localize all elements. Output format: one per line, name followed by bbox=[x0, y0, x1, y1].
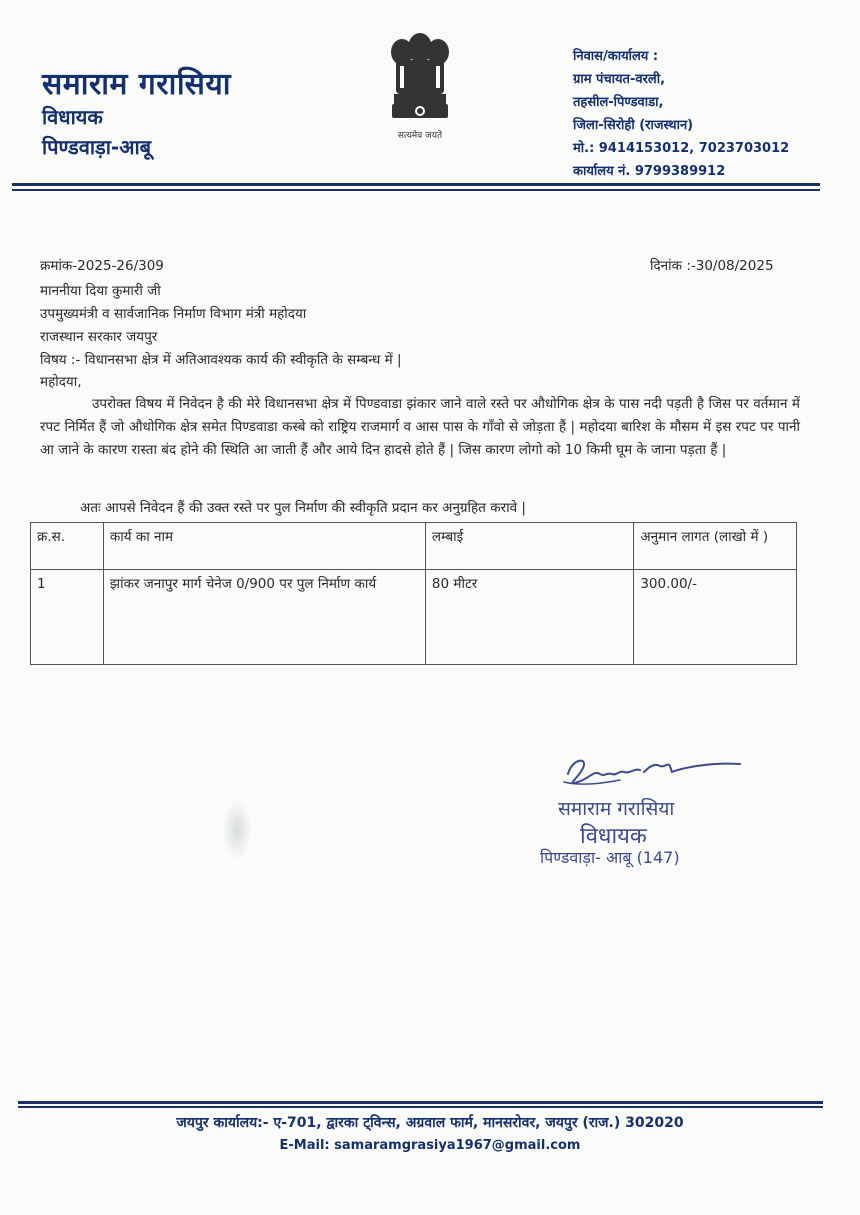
header-cell: कार्य का नाम bbox=[103, 523, 425, 570]
handwritten-signature bbox=[560, 752, 750, 796]
signatory-designation: विधायक bbox=[580, 824, 647, 849]
residence-address bbox=[573, 45, 789, 183]
letter-date: दिनांक :-30/08/2025 bbox=[650, 258, 774, 274]
header-cell: लम्बाई bbox=[425, 523, 633, 570]
address-line: निवास/कार्यालय : bbox=[573, 49, 659, 64]
letterhead-constituency: पिण्डवाड़ा-आबू bbox=[42, 135, 152, 159]
letterhead-designation: विधायक bbox=[42, 105, 103, 129]
address-line: ग्राम पंचायत-वरली, bbox=[573, 72, 666, 87]
letterhead-name: समाराम गरासिया bbox=[42, 67, 232, 102]
reference-number: क्रमांक-2025-26/309 bbox=[40, 258, 164, 274]
subject-line: विषय :- विधानसभा क्षेत्र में अतिआवश्यक कार्य की स्वीकृति के सम्बन्ध में | bbox=[40, 352, 402, 368]
address-line: जिला-सिरोही (राजस्थान) bbox=[573, 118, 694, 133]
footer-divider bbox=[18, 1101, 823, 1104]
header-divider-thin bbox=[12, 189, 820, 191]
recipient-line: उपमुख्यमंत्री व सार्वजानिक निर्माण विभाग मंत्री महोदया bbox=[40, 306, 307, 322]
table-cell: झांकर जनापुर मार्ग चेनेज 0/900 पर पुल निर्माण कार्य bbox=[103, 570, 425, 665]
email-address: E-Mail: samaramgrasiya1967@gmail.com bbox=[279, 1138, 581, 1153]
header-cell: अनुमान लागत (लाखो में ) bbox=[634, 523, 797, 570]
paper-smudge bbox=[222, 800, 252, 860]
signatory-name: समाराम गरासिया bbox=[558, 798, 675, 820]
works-table bbox=[30, 522, 797, 665]
salutation: महोदया, bbox=[40, 374, 82, 390]
recipient-line: राजस्थान सरकार जयपुर bbox=[40, 329, 158, 345]
emblem-motto: सत्यमेव जयते bbox=[397, 131, 443, 141]
request-line: अतः आपसे निवेदन हैं की उक्त रस्ते पर पुल निर्माण की स्वीकृति प्रदान कर अनुग्रहित करावे | bbox=[80, 500, 526, 516]
address-line: तहसील-पिण्डवाडा, bbox=[573, 95, 664, 110]
recipient-line: माननीया दिया कुमारी जी bbox=[40, 283, 161, 299]
paragraph-text: उपरोक्त विषय में निवेदन है की मेरे विधानसभा क्षेत्र में पिण्डवाडा झंकार जाने वाले रस्ते पर औधोगिक क्षेत्र के पास नदी पड़ती है जिस पर वर्तमान में रपट निर्मित हैं जो औधोगिक क्षेत्र समेत पिण्डवाडा कस्बे को राष्ट्रिय राजमार्ग व आस पास के गाँवो से जोड़ता हैं | महोदया बारिश के मौसम में इस रपट पर पानी आ जाने के कारण रास्ता बंद होने की स्थिति आ जाती हैं और आये दिन हादसे होते हैं | जिस कारण लोगो को 10 किमी घूम के जाना पड़ता हैं | bbox=[40, 396, 800, 458]
state-emblem-icon bbox=[380, 30, 460, 140]
header-divider bbox=[12, 183, 820, 186]
jaipur-office-address: जयपुर कार्यालय:- ए-701, द्वारका ट्विन्स, अग्रवाल फार्म, मानसरोवर, जयपुर (राज.) 302020 bbox=[176, 1115, 684, 1131]
table-cell: 300.00/- bbox=[634, 570, 797, 665]
table-cell: 80 मीटर bbox=[425, 570, 633, 665]
letter-paragraph bbox=[40, 393, 800, 462]
footer-divider-thin bbox=[18, 1106, 823, 1108]
signatory-constituency: पिण्डवाड़ा- आबू (147) bbox=[540, 848, 680, 867]
table-row bbox=[31, 570, 797, 665]
header-cell: क्र.स. bbox=[31, 523, 104, 570]
address-line: कार्यालय नं. 9799389912 bbox=[573, 164, 726, 179]
table-header-row bbox=[31, 523, 797, 570]
table-cell: 1 bbox=[31, 570, 104, 665]
address-line: मो.: 9414153012, 7023703012 bbox=[573, 141, 790, 156]
